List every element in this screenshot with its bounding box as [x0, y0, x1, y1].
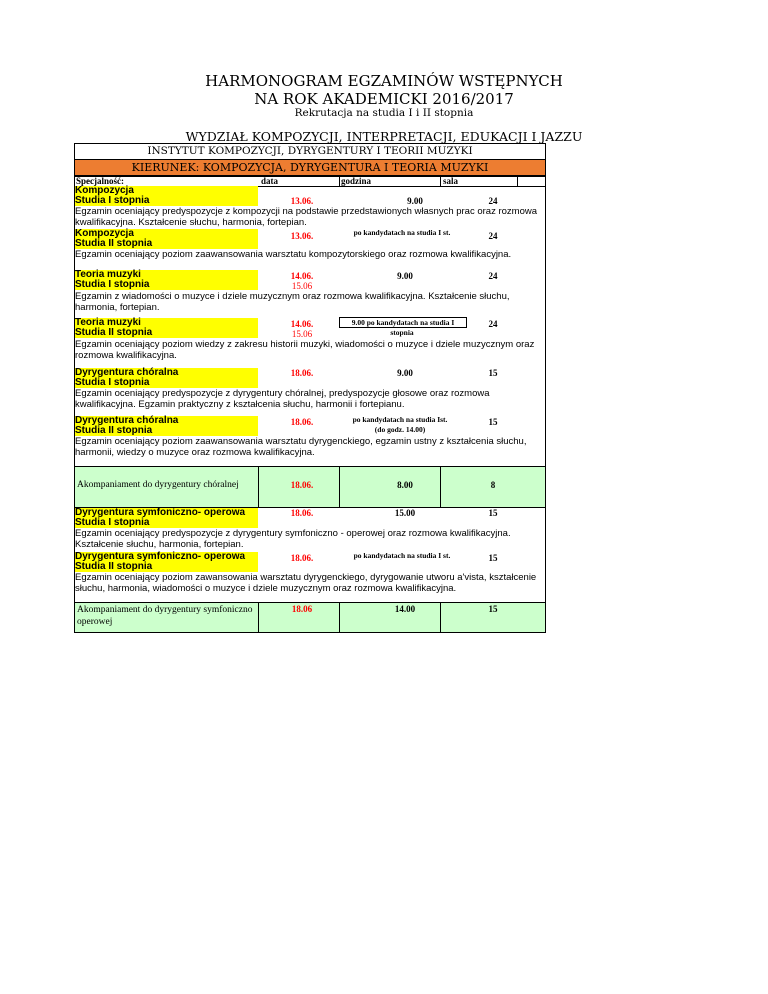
- exam-date-2: 15.06: [291, 329, 313, 339]
- table-row: [74, 414, 546, 466]
- title-line-1: HARMONOGRAM EGZAMINÓW WSTĘPNYCH: [205, 72, 563, 90]
- exam-date: 18.06.: [290, 368, 314, 378]
- institute-heading: INSTYTUT KOMPOZYCJI, DYRYGENTURY I TEORII MUZYKI: [74, 143, 546, 160]
- degree-level: Studia II stopnia: [75, 327, 153, 338]
- specialty-cell: [75, 270, 258, 290]
- exam-date: 18.06: [291, 604, 313, 614]
- specialty-name: Teoria muzyki: [75, 269, 141, 280]
- accompaniment-row: [74, 602, 546, 633]
- exam-time: po kandydatach na studia Ist.: [352, 415, 448, 424]
- exam-room: 24: [488, 271, 498, 281]
- table-row: [74, 186, 546, 228]
- specialty-cell: [75, 416, 258, 436]
- degree-level: Studia I stopnia: [75, 195, 150, 206]
- exam-room: 15: [488, 417, 498, 427]
- specialty-name: Dyrygentura chóralna: [75, 415, 179, 426]
- faculty-heading: WYDZIAŁ KOMPOZYCJI, INTERPRETACJI, EDUKACJI I JAZZU: [185, 129, 583, 144]
- exam-time: po kandydatach na studia I st.: [353, 551, 451, 560]
- specialty-cell: [75, 508, 258, 528]
- degree-level: Studia I stopnia: [75, 517, 150, 528]
- exam-description: Egzamin z wiadomości o muzyce i dziele muzycznym oraz rozmowa kwalifikacyjna. Kształcenie słuchu, harmonia, fortepian.: [75, 291, 510, 313]
- exam-room: 15: [488, 604, 498, 614]
- specialty-name: Dyrygentura chóralna: [75, 367, 179, 378]
- exam-time: 9.00: [397, 271, 413, 281]
- specialty-cell: [75, 368, 258, 388]
- col-date: data: [261, 176, 279, 186]
- exam-description: Egzamin oceniający predyspozycje z dyrygentury symfoniczno - operowej oraz rozmowa kwalifikacyjna. Kształcenie słuchu, harmonia, fortepian.: [75, 528, 511, 550]
- col-specialty: Specjalność:: [76, 176, 124, 186]
- specialty-cell: [75, 318, 258, 338]
- table-row: [74, 228, 546, 268]
- exam-time: 15.00: [394, 508, 416, 518]
- exam-room: 24: [488, 231, 498, 241]
- accompaniment-label: Akompaniament do dyrygentury symfoniczno operowej: [77, 605, 253, 627]
- exam-date: 14.06.: [290, 319, 314, 329]
- specialty-cell: [75, 552, 258, 572]
- degree-level: Studia I stopnia: [75, 279, 150, 290]
- exam-description: Egzamin oceniający poziom zaawansowania warsztatu dyrygenckiego, egzamin ustny z kształcenia słuchu, harmonii, wiedzy o muzyce oraz rozmowa kwalifikacyjna.: [75, 436, 527, 458]
- col-room: sala: [443, 176, 459, 186]
- degree-level: Studia II stopnia: [75, 561, 153, 572]
- exam-date: 18.06.: [290, 508, 314, 518]
- specialty-name: Dyrygentura symfoniczno- operowa: [75, 551, 246, 562]
- exam-room: 15: [488, 368, 498, 378]
- exam-time: 9.00: [407, 196, 423, 206]
- table-row: [74, 268, 546, 316]
- exam-time: po kandydatach na studia I st.: [353, 228, 451, 237]
- exam-time-2: (do godz. 14.00): [374, 425, 426, 434]
- col-time: godzina: [341, 176, 372, 186]
- specialty-cell: [75, 229, 258, 249]
- specialty-name: Dyrygentura symfoniczno- operowa: [75, 507, 246, 518]
- specialty-name: Kompozycja: [75, 228, 134, 239]
- exam-description: Egzamin oceniający poziom zaawansowania warsztatu kompozytorskiego oraz rozmowa kwalifikacyjna.: [75, 249, 512, 260]
- exam-description: Egzamin oceniający predyspozycje z dyrygentury chóralnej, predyspozycje głosowe oraz rozmowa kwalifikacyjna. Egzamin praktyczny z kształcenia słuchu, harmonii i fortepianu.: [75, 388, 490, 410]
- table-row: [74, 508, 546, 550]
- degree-level: Studia I stopnia: [75, 377, 150, 388]
- exam-date: 18.06.: [290, 553, 314, 563]
- exam-time: 8.00: [397, 480, 413, 490]
- specialty-cell: [75, 186, 258, 206]
- exam-date: 13.06.: [290, 196, 314, 206]
- specialty-name: Teoria muzyki: [75, 317, 141, 328]
- exam-room: 8: [490, 480, 496, 490]
- exam-room: 15: [488, 553, 498, 563]
- title-line-2: NA ROK AKADEMICKI 2016/2017: [254, 90, 514, 108]
- table-row: [74, 368, 546, 414]
- exam-room: 24: [488, 196, 498, 206]
- exam-date: 18.06.: [290, 480, 314, 490]
- exam-time: 9.00: [397, 368, 413, 378]
- exam-room: 15: [488, 508, 498, 518]
- degree-level: Studia II stopnia: [75, 425, 153, 436]
- degree-level: Studia II stopnia: [75, 238, 153, 249]
- specialty-name: Kompozycja: [75, 185, 134, 196]
- exam-date-2: 15.06: [291, 281, 313, 291]
- exam-time: 9.00 po kandydatach na studia I: [339, 317, 467, 328]
- exam-description: Egzamin oceniający predyspozycje z kompozycji na podstawie przedstawionych własnych prac oraz rozmowa kwalifikacyjna. Kształcenie słuchu, harmonia, fortepian.: [75, 206, 538, 228]
- exam-description: Egzamin oceniający poziom wiedzy z zakresu historii muzyki, wiadomości o muzyce i dziele muzycznym oraz rozmowa kwalifikacyjna.: [75, 339, 535, 361]
- table-row: [74, 316, 546, 368]
- exam-room: 24: [488, 319, 498, 329]
- exam-time-2: stopnia: [390, 328, 414, 337]
- accompaniment-row: [74, 466, 546, 508]
- exam-date: 18.06.: [290, 417, 314, 427]
- subtitle: Rekrutacja na studia I i II stopnia: [294, 107, 474, 119]
- accompaniment-label: Akompaniament do dyrygentury chóralnej: [77, 480, 239, 490]
- major-heading: KIERUNEK: KOMPOZYCJA, DYRYGENTURA I TEORIA MUZYKI: [74, 159, 546, 177]
- exam-date: 13.06.: [290, 231, 314, 241]
- exam-date: 14.06.: [290, 271, 314, 281]
- table-row: [74, 550, 546, 602]
- exam-description: Egzamin oceniający poziom zawansowania warsztatu dyrygenckiego, dyrygowanie utworu a'vista, kształcenie słuchu, harmonia, wiadomości o muzyce i dziele muzycznym oraz rozmowa kwalifikacyjna.: [75, 572, 537, 594]
- exam-time: 14.00: [394, 604, 416, 614]
